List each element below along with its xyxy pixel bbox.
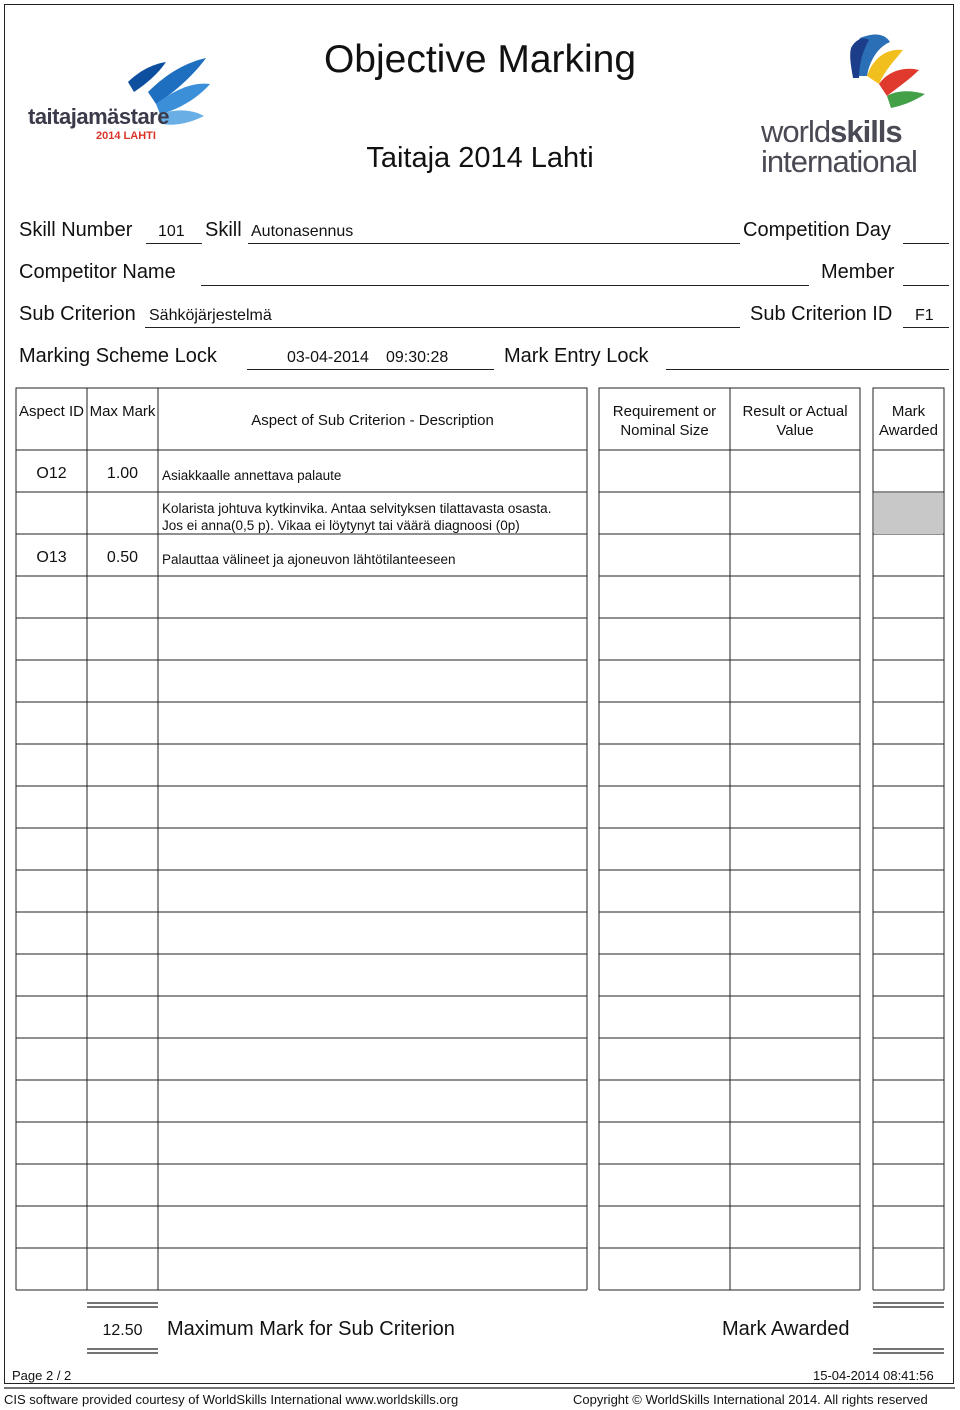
row1-aspect-id: O12 bbox=[36, 465, 67, 482]
skill-label: Skill bbox=[205, 219, 242, 241]
sub-criterion-id-label: Sub Criterion ID bbox=[750, 303, 893, 325]
row1-description: Asiakkaalle annettava palaute bbox=[162, 468, 342, 483]
header-description: Aspect of Sub Criterion - Description bbox=[251, 412, 494, 429]
copyright: Copyright © WorldSkills International 2014. All rights reserved bbox=[573, 1392, 928, 1407]
skill-number-label: Skill Number bbox=[19, 219, 133, 241]
header-result: Result or Actual Value bbox=[742, 403, 848, 439]
print-timestamp: 15-04-2014 08:41:56 bbox=[813, 1368, 934, 1383]
sub-criterion-id-value: F1 bbox=[915, 307, 934, 324]
worldskills-logo-line1: worldskills bbox=[761, 114, 902, 149]
header-aspect-id: Aspect ID bbox=[18, 403, 85, 420]
marking-scheme-lock-time: 09:30:28 bbox=[386, 349, 449, 366]
header-max-mark: Max Mark bbox=[89, 403, 156, 420]
worldskills-logo-line2: international bbox=[761, 144, 917, 179]
row2-description-line1: Kolarista johtuva kytkinvika. Antaa selvityksen tilattavasta osasta. bbox=[162, 501, 552, 516]
sub-criterion-label: Sub Criterion bbox=[19, 303, 136, 325]
software-credit: CIS software provided courtesy of WorldSkills International www.worldskills.org bbox=[4, 1392, 459, 1407]
page-title: Objective Marking bbox=[323, 38, 637, 81]
taitaja-logo-text: taitajamästare bbox=[28, 104, 169, 129]
max-mark-label: Maximum Mark for Sub Criterion bbox=[167, 1318, 455, 1340]
row3-aspect-id: O13 bbox=[36, 549, 67, 566]
competition-day-label: Competition Day bbox=[743, 219, 891, 241]
max-total-value: 12.50 bbox=[102, 1322, 143, 1339]
shaded-mark-cell bbox=[874, 493, 943, 534]
header-mark-awarded: Mark Awarded bbox=[879, 403, 938, 439]
marking-scheme-lock-date: 03-04-2014 bbox=[287, 349, 369, 366]
member-label: Member bbox=[821, 261, 895, 283]
page-number: Page 2 / 2 bbox=[12, 1368, 72, 1383]
competitor-name-label: Competitor Name bbox=[19, 261, 176, 283]
marking-scheme-lock-label: Marking Scheme Lock bbox=[19, 345, 217, 367]
skill-number-value: 101 bbox=[158, 223, 185, 240]
row2-description-line2: Jos ei anna(0,5 p). Vikaa ei löytynyt tai väärä diagnoosi (0p) bbox=[162, 518, 520, 533]
row3-description: Palauttaa välineet ja ajoneuvon lähtötilanteeseen bbox=[162, 552, 456, 567]
mark-entry-lock-label: Mark Entry Lock bbox=[504, 345, 649, 367]
header-requirement: Requirement or Nominal Size bbox=[612, 403, 717, 439]
mark-awarded-label: Mark Awarded bbox=[722, 1318, 850, 1340]
taitaja-logo-year: 2014 LAHTI bbox=[96, 130, 156, 142]
sub-criterion-value: Sähköjärjestelmä bbox=[149, 307, 272, 324]
skill-value: Autonasennus bbox=[251, 223, 354, 240]
row1-max-mark: 1.00 bbox=[106, 465, 139, 482]
event-title: Taitaja 2014 Lahti bbox=[366, 142, 594, 174]
row3-max-mark: 0.50 bbox=[106, 549, 139, 566]
